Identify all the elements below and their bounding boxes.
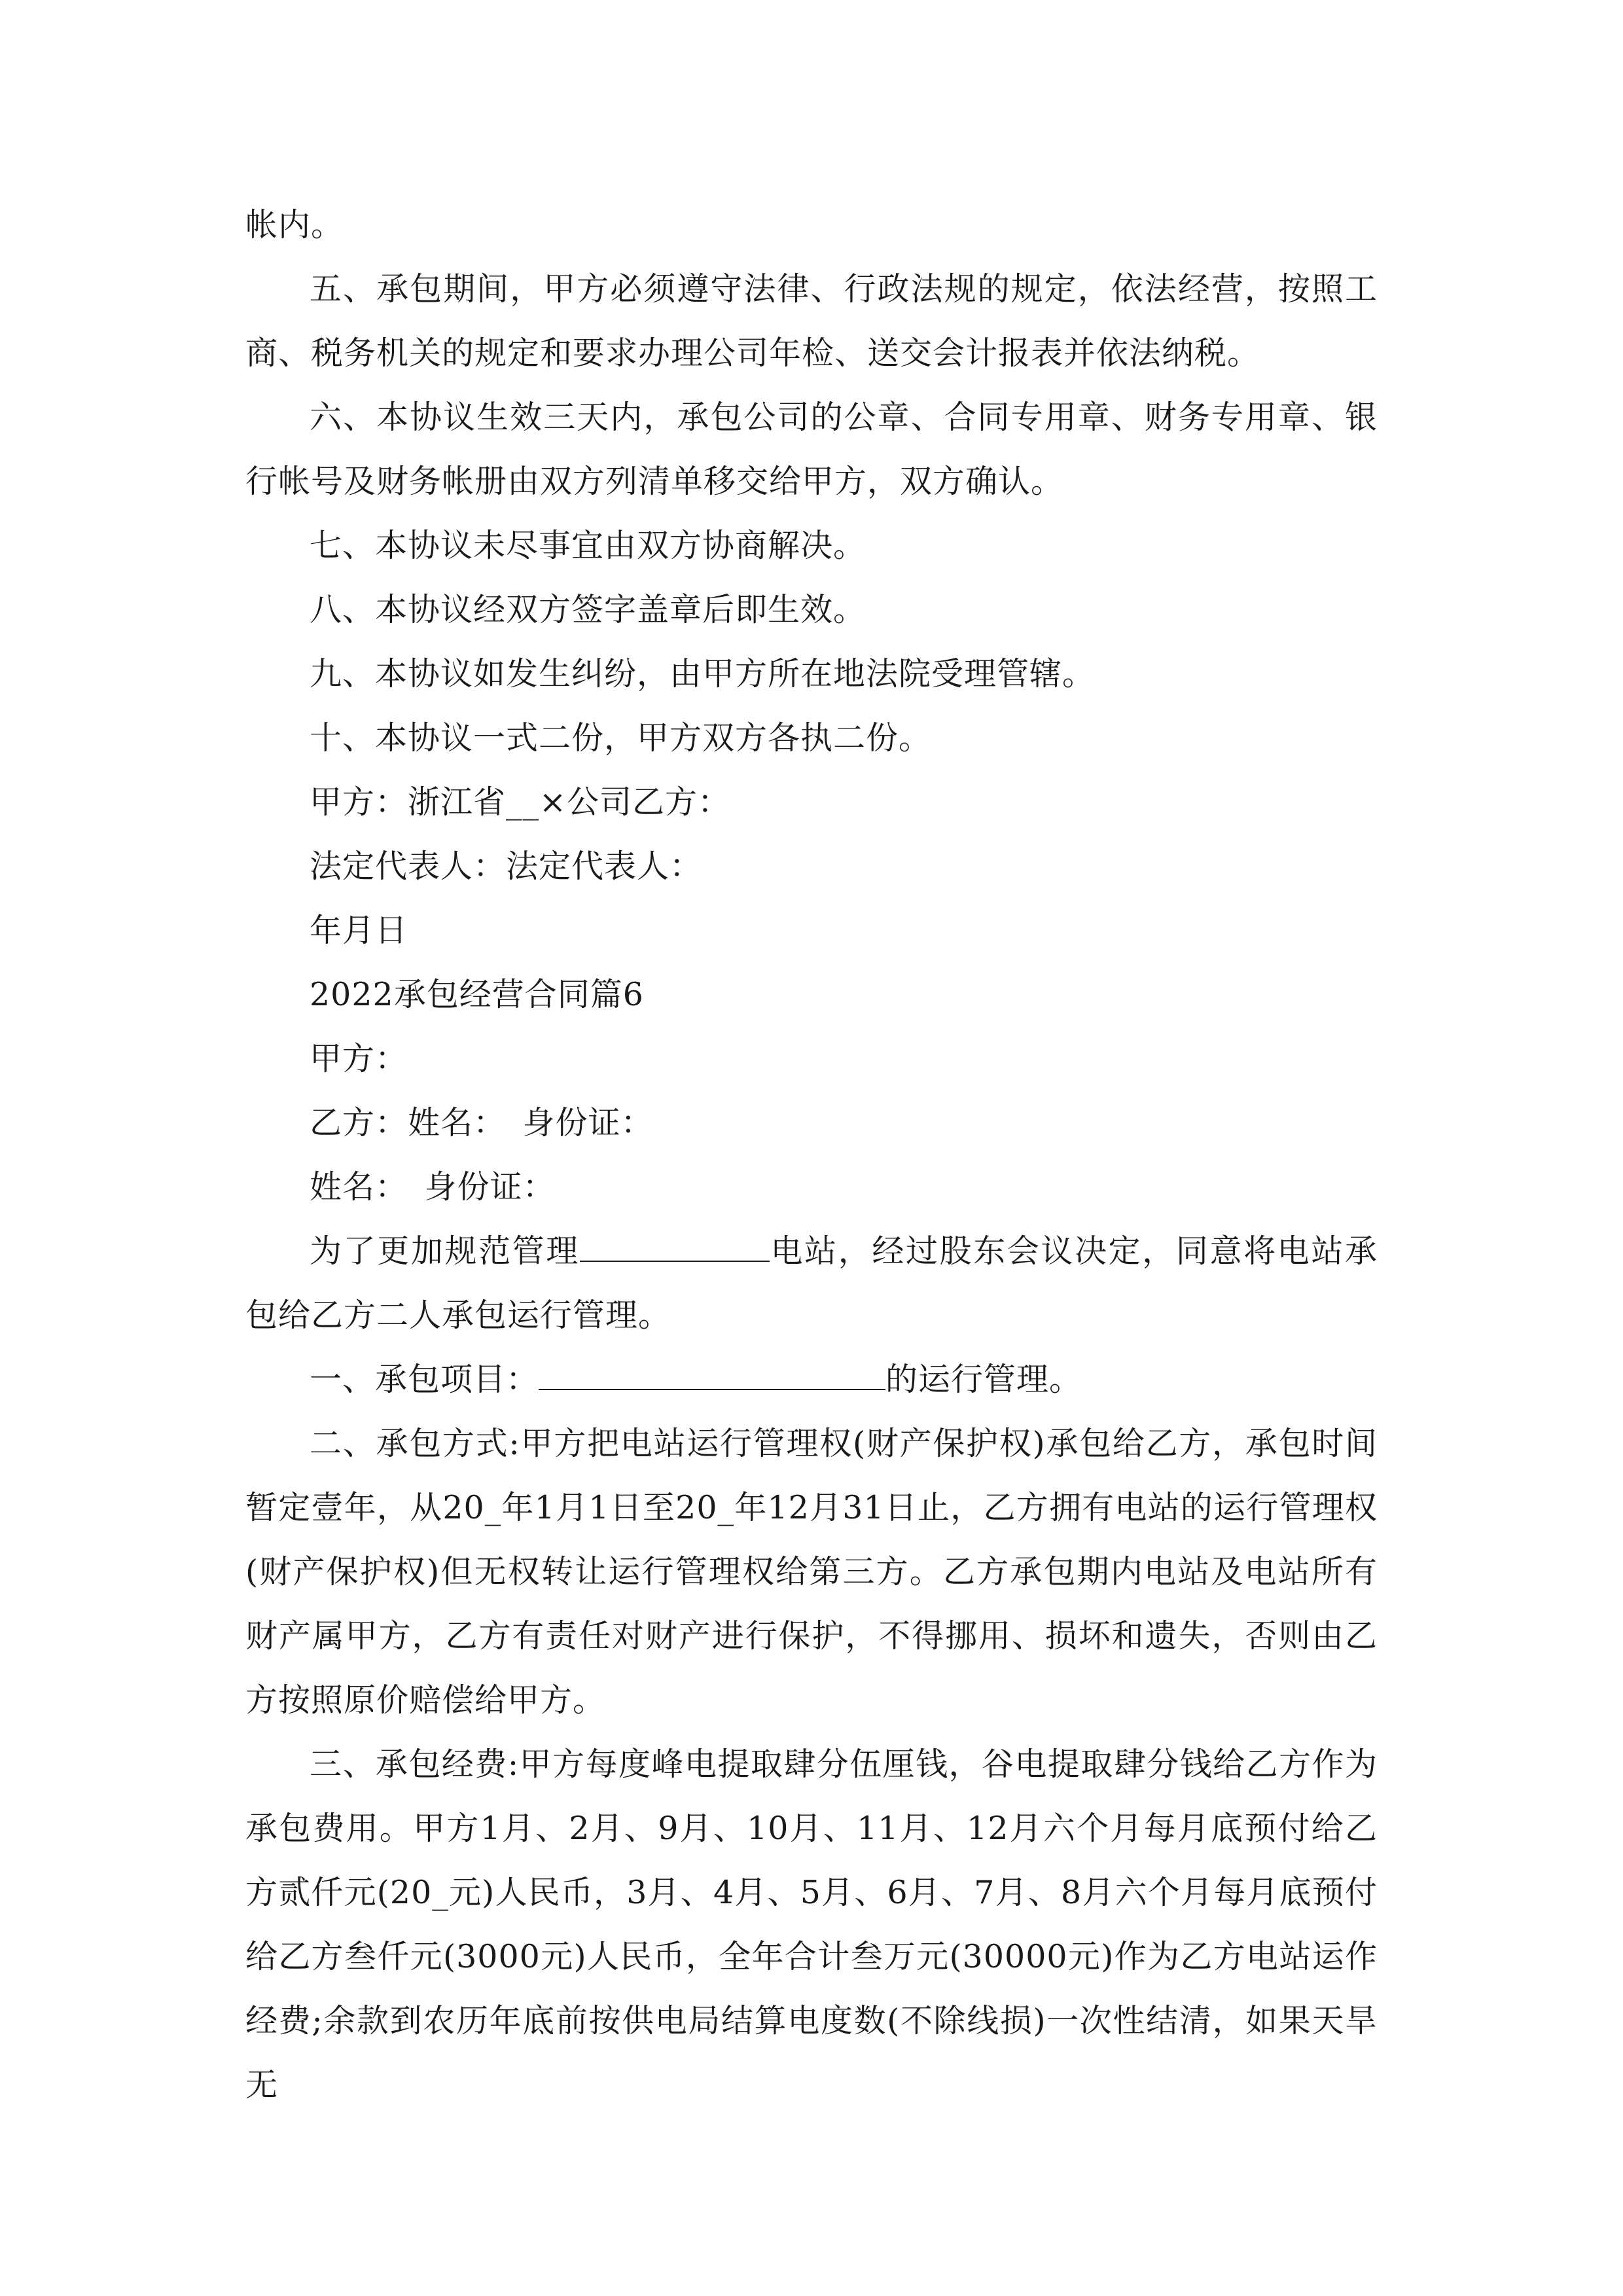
- signature-representative-line: 法定代表人：法定代表人：: [310, 848, 703, 885]
- signature-date-line: 年月日: [310, 912, 408, 949]
- management-intro-after: 电站，经过股东会议决定，同意将电站承包给乙方二人承包运行管理。: [245, 1232, 1378, 1334]
- party-b-second-person-line: 姓名： 身份证：: [310, 1168, 556, 1206]
- paragraph-continuation: 帐内。: [245, 206, 344, 243]
- paragraph-clause-10: 十、本协议一式二份，甲方双方各执二份。: [310, 719, 932, 757]
- item-1-after: 的运行管理。: [885, 1361, 1082, 1398]
- paragraph-clause-7: 七、本协议未尽事宜由双方协商解决。: [310, 527, 866, 564]
- signature-party-line: 甲方：浙江省__×公司乙方：: [310, 783, 731, 821]
- paragraph-management-intro: [245, 1219, 1378, 1348]
- paragraph-clause-8: 八、本协议经双方签字盖章后即生效。: [310, 591, 866, 628]
- paragraph-item-2: 二、承包方式:甲方把电站运行管理权(财产保护权)承包给乙方，承包时间暂定壹年，从20_年1月1日至20_年12月31日止，乙方拥有电站的运行管理权(财产保护权)但无权转让运行管理权给第三方。乙方承包期内电站及电站所有财产属甲方，乙方有责任对财产进行保护，不得挪用、损坏和遗失，否则由乙方按照原价赔偿给甲方。: [245, 1425, 1378, 1719]
- station-name-blank: [580, 1223, 770, 1262]
- item-1-before: 一、承包项目：: [310, 1361, 539, 1398]
- paragraph-item-1: [245, 1348, 1378, 1412]
- paragraph-clause-6: 六、本协议生效三天内，承包公司的公章、合同专用章、财务专用章、银行帐号及财务帐册由双方列清单移交给甲方，双方确认。: [245, 399, 1378, 500]
- management-intro-before: 为了更加规范管理: [310, 1232, 580, 1270]
- section-heading: 2022承包经营合同篇6: [310, 976, 644, 1013]
- paragraph-clause-5: 五、承包期间，甲方必须遵守法律、行政法规的规定，依法经营，按照工商、税务机关的规定和要求办理公司年检、送交会计报表并依法纳税。: [245, 270, 1378, 372]
- party-b-line: 乙方：姓名： 身份证：: [310, 1104, 654, 1141]
- paragraph-item-3: 三、承包经费:甲方每度峰电提取肆分伍厘钱，谷电提取肆分钱给乙方作为承包费用。甲方1月、2月、9月、10月、11月、12月六个月每月底预付给乙方贰仟元(20_元)人民币，3月、4月、5月、6月、7月、8月六个月每月底预付给乙方叁仟元(3000元)人民币，全年合计叁万元(30000元)作为乙方电站运作经费;余款到农历年底前按供电局结算电度数(不除线损)一次性结清，如果天旱无: [245, 1746, 1378, 2104]
- party-a-line: 甲方：: [310, 1040, 408, 1077]
- project-name-blank: [539, 1351, 885, 1390]
- document-body: [245, 193, 1378, 2117]
- paragraph-clause-9: 九、本协议如发生纠纷，由甲方所在地法院受理管辖。: [310, 655, 1096, 692]
